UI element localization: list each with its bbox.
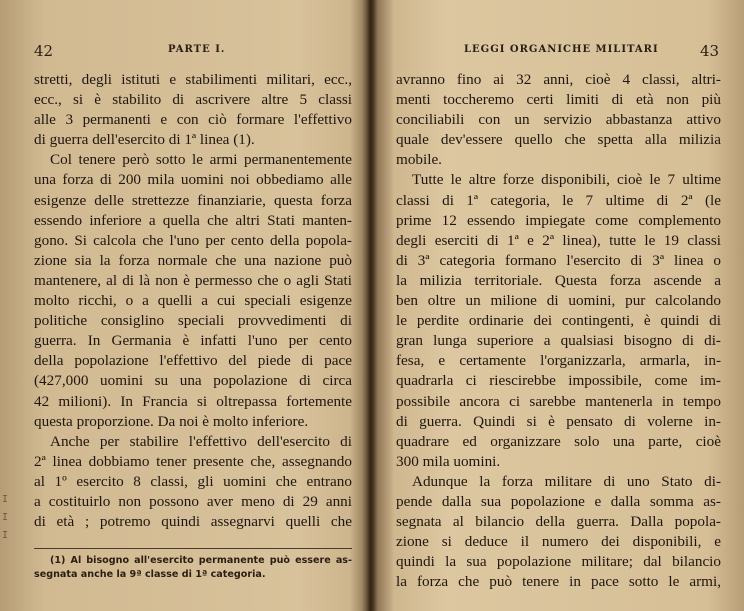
- left-page-body: [34, 70, 352, 532]
- text-line: mobile.: [396, 151, 442, 169]
- text-line: classi di 1ª categoria, le 7 ultime di 2ª (le: [396, 191, 721, 209]
- margin-mark: I: [2, 494, 9, 505]
- text-line: la forza che può tenere in pace sotto le armi,: [396, 573, 721, 591]
- text-line: ecc., si è stabilito di ascrivere altre 5 classi: [34, 91, 352, 109]
- text-line: Col tenere però sotto le armi permanentemente: [50, 151, 352, 169]
- text-line: quindi la sua popolazione militare; dal bilancio: [396, 553, 721, 571]
- text-line: una forza di 200 mila uomini noi obbediamo alle: [34, 171, 352, 189]
- text-line: di età ; potremo quindi assegnarvi quelli che: [34, 513, 352, 531]
- text-line: molto ricchi, o a quelli a cui speciali esigenze: [34, 292, 352, 310]
- text-line: Anche per stabilire l'effettivo dell'esercito di: [50, 432, 352, 450]
- text-line: quadrarla ci riescirebbe impossibile, come im-: [396, 372, 721, 390]
- text-line: pende dalla sua popolazione e dalla somma as-: [396, 492, 721, 510]
- text-line: menti toccheremo certi limiti di età non più: [396, 91, 721, 109]
- text-line: fesa, e certamente l'organizzarla, armarla, in-: [396, 352, 721, 370]
- text-line: la milizia territoriale. Questa forza ascende a: [396, 271, 721, 289]
- right-page: [372, 0, 744, 611]
- right-page-header: [372, 44, 744, 64]
- left-page-footnote: [34, 554, 352, 582]
- text-line: della popolazione l'effettivo del piede di pace: [34, 352, 352, 370]
- text-line: politiche consiglino speciali provvedimenti di: [34, 312, 352, 330]
- text-line: 300 mila uomini.: [396, 452, 501, 470]
- text-line: segnata al bilancio della guerra. Dalla popola-: [396, 513, 721, 531]
- text-line: conciliabili con un servizio abbastanza attivo: [396, 111, 721, 129]
- text-line: possibile ancora ci sarebbe mantenerla in tempo: [396, 392, 721, 410]
- text-line: 42 milioni). In Francia si oltrepassa fortemente: [34, 392, 352, 410]
- text-line: segnata anche la 9ª classe di 1ª categoria.: [34, 569, 266, 580]
- left-page: [0, 0, 366, 611]
- text-line: essendo inferiore a quella che altri Stati manten-: [34, 211, 352, 229]
- text-line: gono. Si calcola che l'uno per cento della popola-: [34, 231, 352, 249]
- footnote-rule: [34, 548, 352, 549]
- right-running-head: LEGGI ORGANICHE MILITARI: [464, 44, 659, 55]
- text-line: di guerra dell'esercito di 1ª linea (1).: [34, 131, 255, 149]
- text-line: quale dev'essere quello che spetta alla milizia: [396, 131, 721, 149]
- text-line: guerra. In Germania è infatti l'uno per cento: [34, 332, 352, 350]
- text-line: di guerra. Quindi si è pensato di volerne in-: [396, 412, 721, 430]
- left-page-header: [0, 44, 366, 64]
- text-line: gran lunga superiore a qualsiasi bisogno di di-: [396, 332, 721, 350]
- left-running-head: PARTE I.: [168, 44, 226, 55]
- text-line: avranno fino ai 32 anni, cioè 4 classi, altri-: [396, 71, 721, 88]
- text-line: alle 3 permanenti e con ciò formare l'effettivo: [34, 111, 352, 129]
- text-line: Tutte le altre forze disponibili, cioè le 7 ultime: [412, 171, 721, 189]
- text-line: zione si deduce il numero dei disponibili, e: [396, 533, 721, 551]
- text-line: stretti, degli istituti e stabilimenti militari, ecc.,: [34, 71, 352, 88]
- text-line: (1) Al bisogno all'esercito permanente può essere as-: [50, 555, 352, 566]
- right-page-body: [396, 70, 721, 592]
- margin-mark: I: [2, 512, 9, 523]
- text-line: (427,000 uomini su una popolazione di circa: [34, 372, 352, 390]
- text-line: esigenze delle strettezze finanziarie, questa forza: [34, 191, 352, 209]
- text-line: di 3ª categoria formano l'esercito di 3ª linea o: [396, 251, 721, 269]
- text-line: mantenere, al di là non è permesso che o agli Stati: [34, 271, 352, 289]
- text-line: zione sia la forza normale che una nazione può: [34, 251, 352, 269]
- text-line: le perdite ordinarie dei contingenti, è quindi di: [396, 312, 721, 330]
- text-line: questa proporzione. Da noi è molto inferiore.: [34, 412, 309, 430]
- text-line: 2ª linea dobbiamo tener presente che, assegnando: [34, 452, 352, 470]
- text-line: a costituirlo non possono aver meno di 29 anni: [34, 492, 352, 510]
- right-page-number: 43: [700, 42, 720, 60]
- margin-mark: I: [2, 530, 9, 541]
- left-page-number: 42: [34, 42, 54, 60]
- text-line: prime 12 essendo impiegate come complemento: [396, 211, 721, 229]
- text-line: ben oltre un milione di uomini, pur calcolando: [396, 292, 721, 310]
- text-line: degli eserciti di 1ª e 2ª linea), tutte le 19 classi: [396, 231, 721, 249]
- text-line: al 1º esercito 8 classi, gli uomini che entrano: [34, 472, 352, 490]
- text-line: quadrare ed organizzare solo una parte, cioè: [396, 432, 721, 450]
- text-line: Adunque la forza militare di uno Stato di-: [412, 472, 721, 490]
